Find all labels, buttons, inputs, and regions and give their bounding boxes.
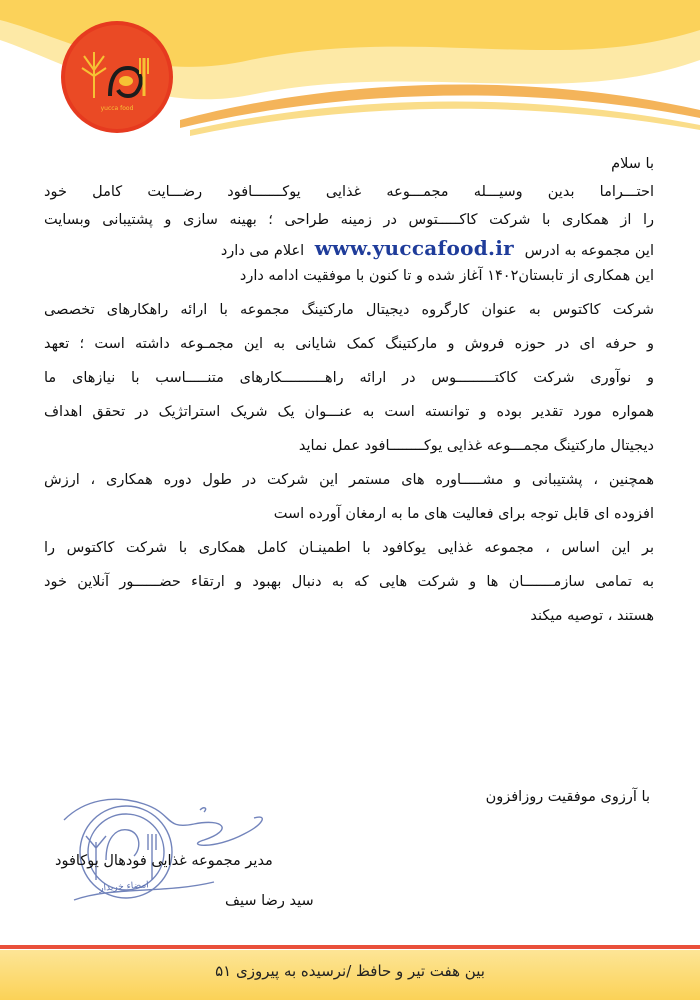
url-line-before: این مجموعه به ادرس <box>524 243 654 259</box>
letter-line: همچنین ، پشتیبانی و مشـــــاوره های مستمر این شرکت در طول دوره همکاری ، ارزش <box>44 472 654 488</box>
letter-line: افزوده ای قابل توجه برای فعالیت های ما به ارمغان آورده است <box>273 506 654 522</box>
letter-line: و حرفه ای در حوزه فروش و مارکتینگ کمک شایانی به این مجمـوعه داشته است ؛ تعهد <box>44 336 654 352</box>
url-line-after: اعلام می دارد <box>220 243 305 259</box>
closing-wish: با آرزوی موفقیت روزافزون <box>485 789 650 805</box>
footer-divider <box>0 945 700 949</box>
letter-line: دیجیتال مارکتینگ مجمـــوعه غذایی یوکــــــــافود عمل نماید <box>298 438 654 454</box>
stamp-text: امضاء خریدار <box>98 880 150 894</box>
letter-line: شرکت کاکتوس به عنوان کارگروه دیجیتال مارکتینگ مجموعه با ارائه راهکارهای تخصصی <box>44 302 654 318</box>
letter-line-url <box>44 234 654 262</box>
greeting: با سلام <box>611 156 654 172</box>
letter-line: این همکاری از تابستان۱۴۰۲ آغاز شده و تا کنون با موفقیت ادامه دارد <box>239 268 654 284</box>
letter-line: بر این اساس ، مجموعه غذایی یوکافود با اطمینـان کامل همکاری با شرکت کاکتوس را <box>44 540 654 556</box>
signature-name: سید رضا سیف <box>225 893 314 909</box>
footer <box>0 950 700 1000</box>
signature-title: مدیر مجموعه غذایی فودهال یوکافود <box>55 853 273 869</box>
letter-line: را از همکاری با شرکت کاکـــــتوس در زمینه طراحی ؛ بهینه سازی و پشتیبانی وبسایت <box>44 212 654 228</box>
letter-line: احتـــراما بدین وسیـــله مجمـــوعه غذایی یوکـــــــافود رضـــایت کامل خود <box>44 184 654 200</box>
footer-address: بین هفت تیر و حافظ /نرسیده به پیروزی ۵۱ <box>215 962 485 980</box>
logo-tiny-text: yucca food <box>100 105 134 112</box>
letter-line: به تمامی سازمـــــــان ها و شرکت هایی که به دنبال بهبود و ارتقاء حضــــــور آنلاین خود <box>44 574 654 590</box>
letter-body <box>44 150 654 630</box>
letter-line: و نوآوری شرکت کاکتـــــــــوس در ارائه راهــــــــــکارهای متنـــــاسب با نیازهای ما <box>44 370 654 386</box>
letter-line: همواره مورد تقدیر بوده و توانسته است به عنـــوان یک شریک استراتژیک در تحقق اهداف <box>44 404 654 420</box>
yucca-plant-logo-icon <box>58 18 176 136</box>
website-link[interactable]: www.yuccafood.ir <box>314 236 515 260</box>
letter-line: هستند ، توصیه میکند <box>530 608 654 624</box>
